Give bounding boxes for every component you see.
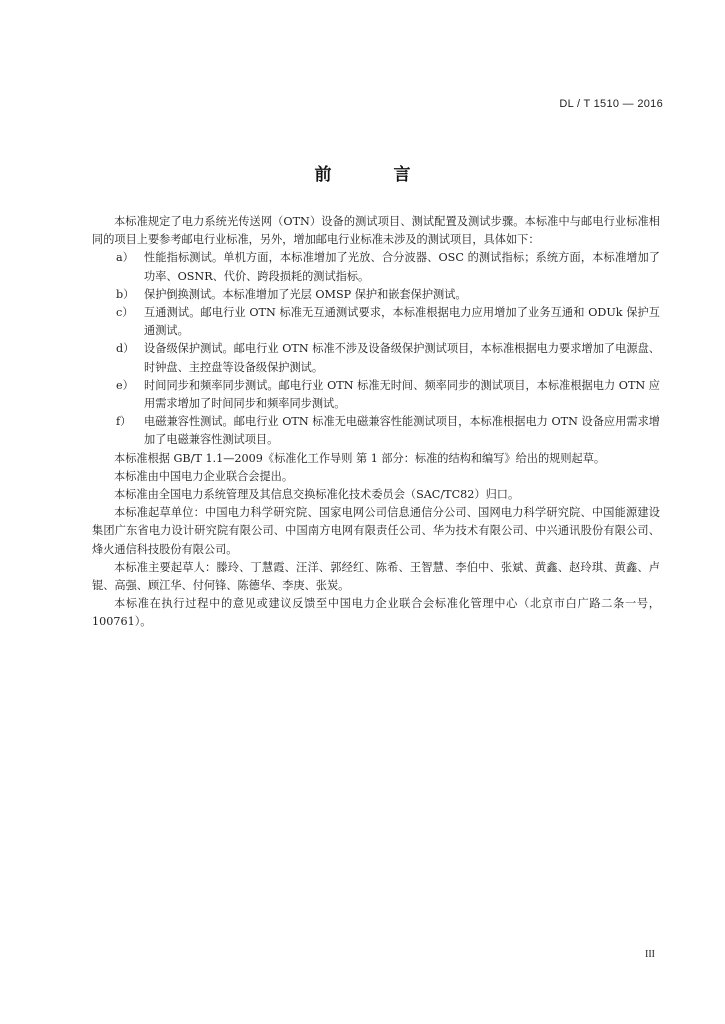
page-title: 前 言 — [314, 165, 439, 185]
list-item — [92, 413, 660, 449]
list-item-text: 电磁兼容性测试。邮电行业 OTN 标准无电磁兼容性能测试项目，本标准根据电力 OTN 设备应用需求增加了电磁兼容性测试项目。 — [144, 415, 660, 447]
list-item-text: 性能指标测试。单机方面，本标准增加了光放、合分波器、OSC 的测试指标；系统方面，本标准增加了功率、OSNR、代价、跨段损耗的测试指标。 — [144, 251, 660, 283]
foreword-body — [92, 213, 660, 632]
list-item-text: 保护倒换测试。本标准增加了光层 OMSP 保护和嵌套保护测试。 — [144, 287, 467, 301]
list-item-marker: f） — [116, 415, 132, 429]
list-item-text: 时间同步和频率同步测试。邮电行业 OTN 标准无时间、频率同步的测试项目，本标准根据电力 OTN 应用需求增加了时间同步和频率同步测试。 — [144, 378, 660, 411]
list-item-marker: a） — [116, 251, 134, 265]
list-item — [92, 286, 660, 304]
list-item — [92, 377, 660, 413]
list-item — [92, 249, 660, 285]
page-number: III — [645, 949, 655, 960]
proposer-paragraph: 本标准由中国电力企业联合会提出。 — [114, 469, 294, 483]
drafters-paragraph: 本标准主要起草人：滕玲、丁慧霞、汪洋、郭经红、陈希、王智慧、李伯中、张斌、黄鑫、赵玲琪、黄鑫、卢锟、高强、顾江华、付何锋、陈德华、李庚、张炭。 — [92, 560, 660, 593]
standard-code-header: DL / T 1510 — 2016 — [559, 98, 663, 110]
drafting-rules-paragraph: 本标准根据 GB/T 1.1—2009《标准化工作导则 第 1 部分：标准的结构和编写》给出的规则起草。 — [114, 451, 606, 465]
list-item-marker: b） — [116, 287, 135, 301]
list-item-text: 互通测试。邮电行业 OTN 标准无互通测试要求，本标准根据电力应用增加了业务互通和 ODUk 保护互通测试。 — [144, 306, 660, 338]
drafting-units-paragraph: 本标准起草单位：中国电力科学研究院、国家电网公司信息通信分公司、国网电力科学研究院、中国能源建设集团广东省电力设计研究院有限公司、中国南方电网有限责任公司、华为技术有限公司、中兴通讯股份有限公司、烽火通信科技股份有限公司。 — [92, 506, 660, 556]
list-item-marker: c） — [116, 306, 134, 320]
list-item — [92, 304, 660, 340]
list-item-text: 设备级保护测试。邮电行业 OTN 标准不涉及设备级保护测试项目，本标准根据电力要求增加了电源盘、时钟盘、主控盘等设备级保护测试。 — [144, 342, 660, 374]
administration-paragraph: 本标准由全国电力系统管理及其信息交换标准化技术委员会（SAC/TC82）归口。 — [114, 488, 520, 502]
list-item — [92, 340, 660, 376]
intro-paragraph: 本标准规定了电力系统光传送网（OTN）设备的测试项目、测试配置及测试步骤。本标准中与邮电行业标准相同的项目上要参考邮电行业标准，另外，增加邮电行业标准未涉及的测试项目，具体如下： — [92, 215, 660, 247]
list-item-marker: d） — [116, 342, 135, 356]
list-item-marker: e） — [116, 378, 134, 392]
feedback-paragraph: 本标准在执行过程中的意见或建议反馈至中国电力企业联合会标准化管理中心（北京市白广路二条一号，100761）。 — [92, 597, 660, 629]
